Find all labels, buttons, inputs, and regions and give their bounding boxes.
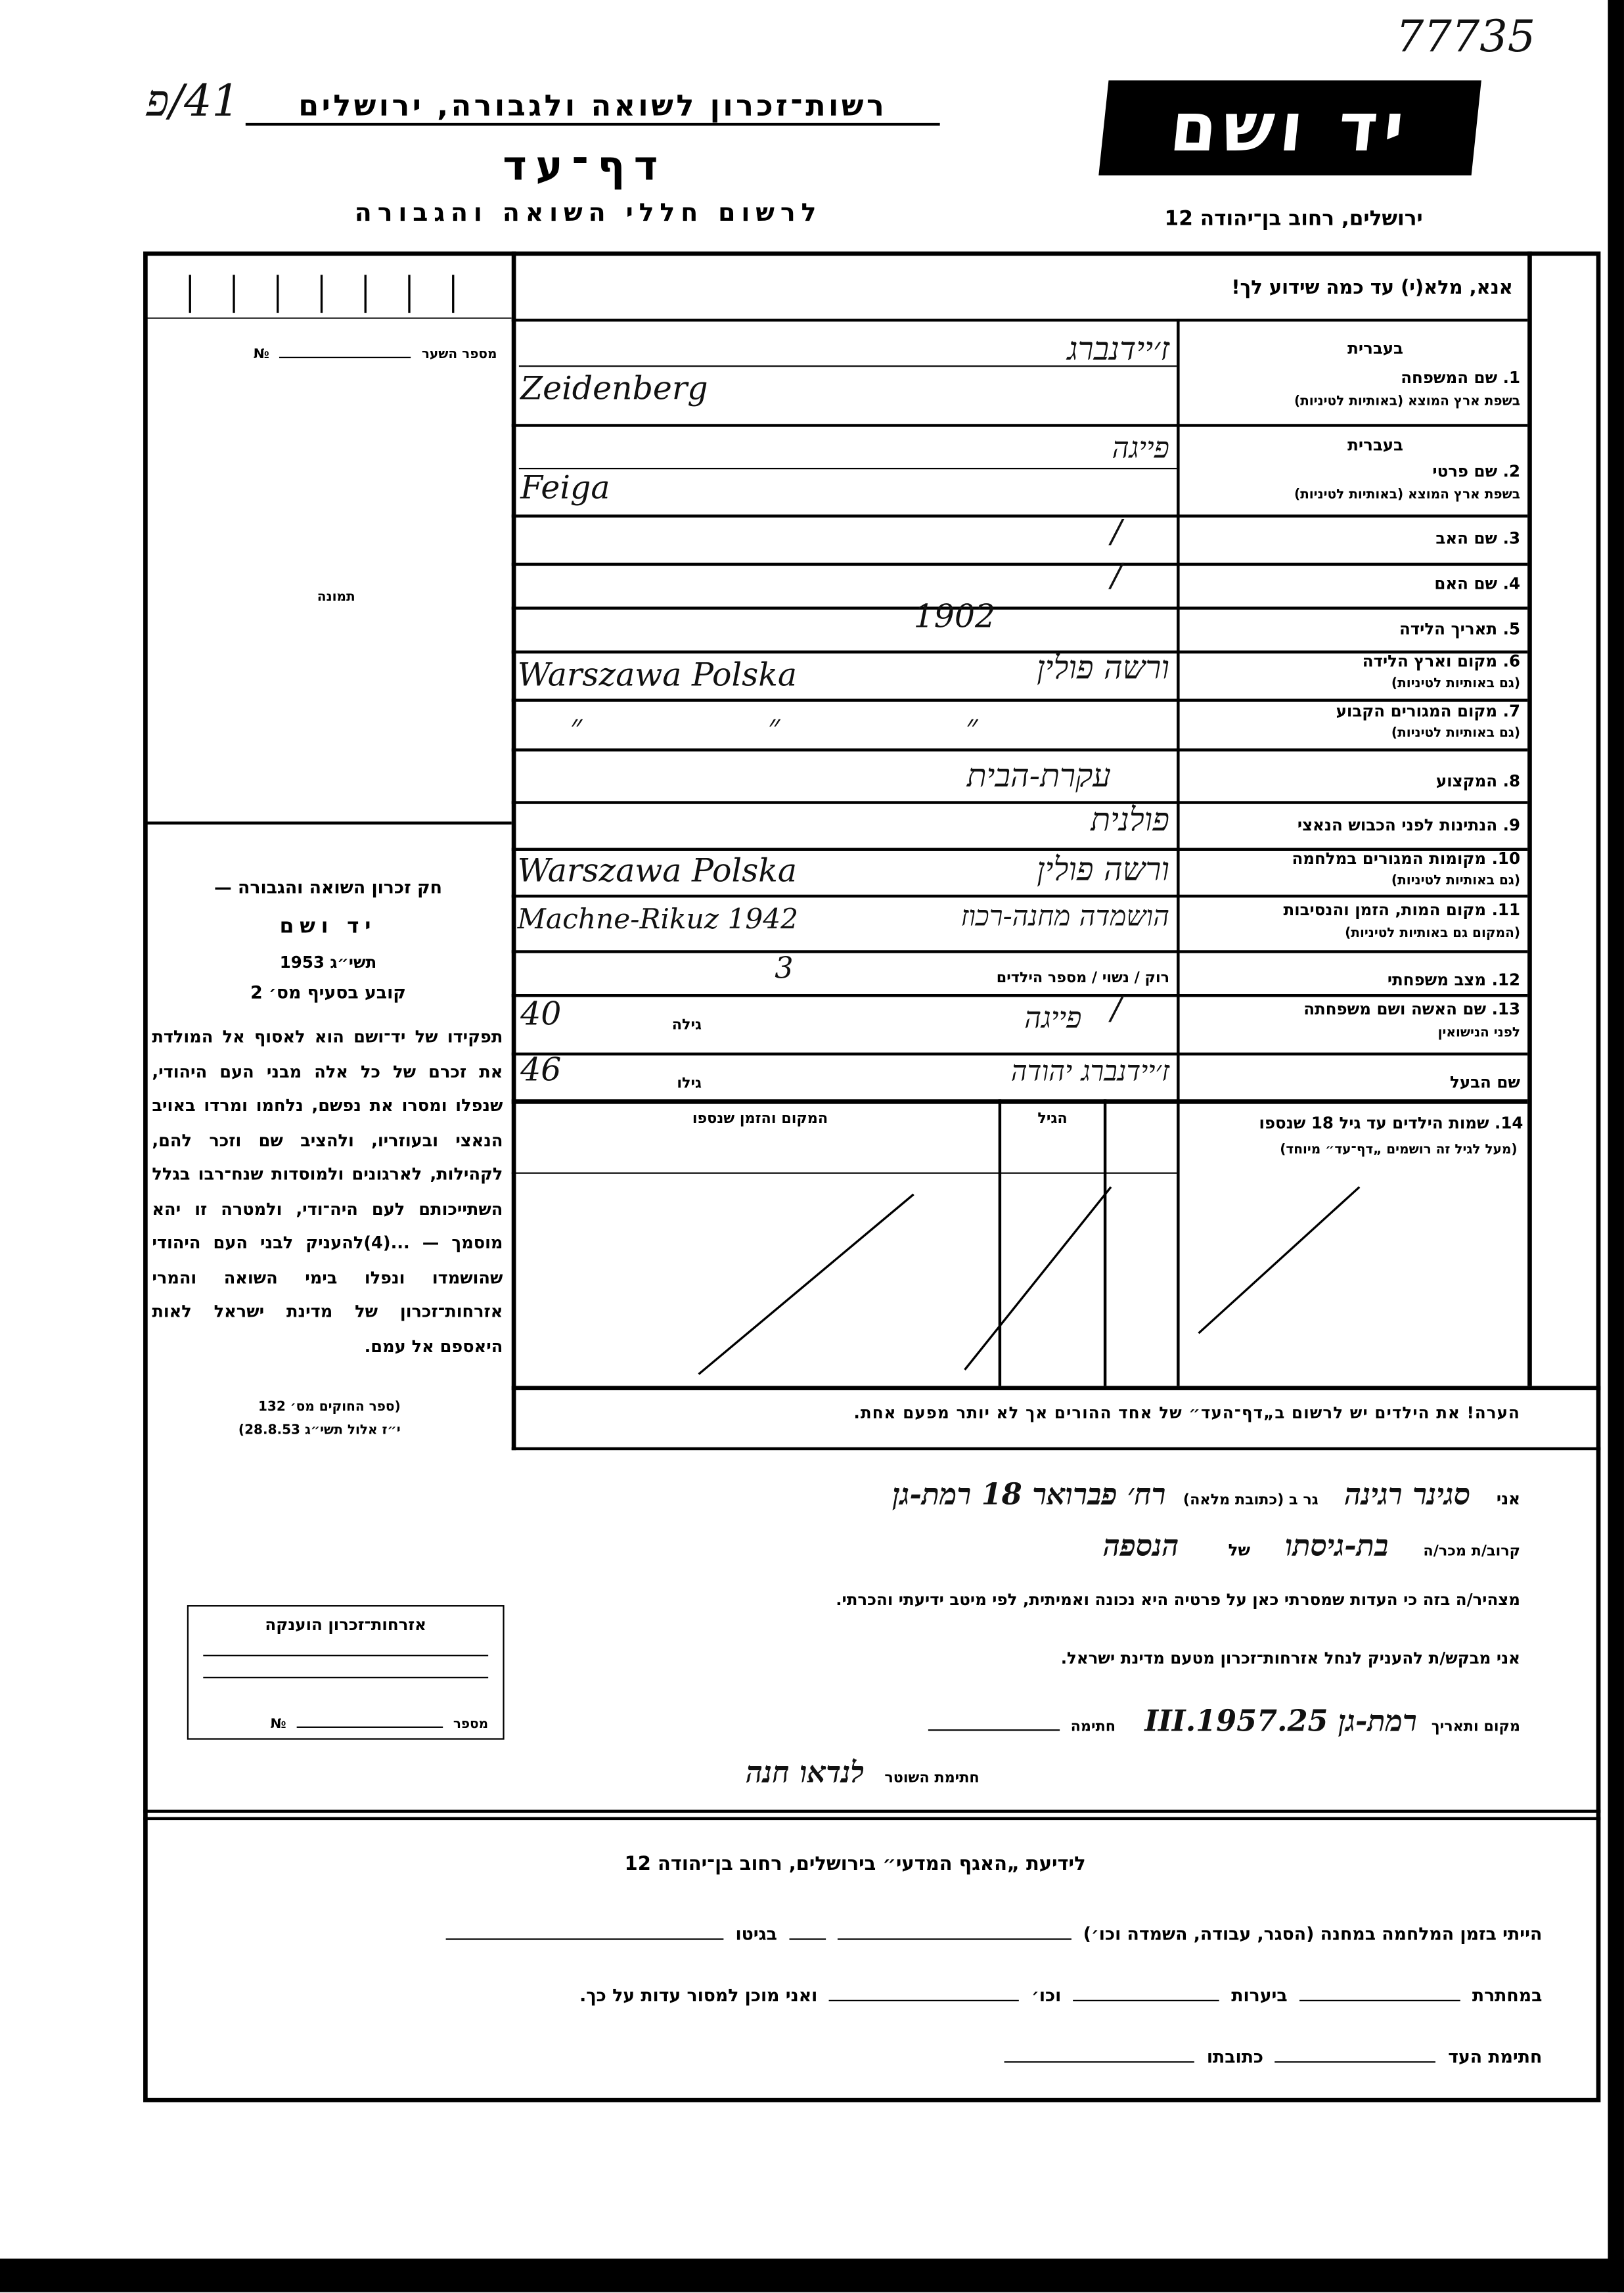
first-name-latin-value: Feiga bbox=[520, 470, 610, 508]
divider bbox=[512, 699, 1527, 701]
field-6-label: 6. מקום וארץ הלידה bbox=[1362, 652, 1520, 671]
divider bbox=[512, 1386, 1601, 1390]
divider bbox=[143, 1817, 1600, 1820]
law-clause: קובע בסעיף מס׳ 2 bbox=[250, 982, 406, 1003]
permanent-residence-value: ״ ״ ״ bbox=[570, 709, 1066, 746]
of-label: של bbox=[1228, 1541, 1251, 1560]
field-2-label: 2. שם פרטי bbox=[1432, 462, 1520, 482]
field-1-label: 1. שם המשפחה bbox=[1401, 368, 1520, 388]
declaration-line-2 bbox=[526, 1528, 1520, 1564]
nationality-value: פולנית bbox=[1091, 802, 1169, 840]
wife-name-value: פייגה bbox=[1024, 999, 1082, 1035]
law-text: תפקידו של יד־ושם הוא לאסוף אל המולדת את זכרם של כל אלה מבני העם היהודי, שנפלו ומסרו את נפשם, נלחמו ומרדו באויב הנאצי ובעוזריו, ולהציב שם וזכר להם, לקהילות, לארגונים ולמוסדות שנח־רבו בגלל השתייכותם לעם היה־ודי, ולמטרה זו יהא מוסמך — ...(4)להעניק לבני העם היהודי שהושמדו ונפלו בימי השואה והמרי אזרחות־זכרון של מדינת ישראל לאות היאספם אל עמם. bbox=[152, 1026, 503, 1356]
latin-hint: (גם באותיות לטיניות) bbox=[1391, 677, 1520, 692]
photo-label: תמונה bbox=[317, 590, 355, 606]
law-year: תשי״ג 1953 bbox=[279, 953, 377, 972]
gate-number-ticks bbox=[146, 254, 511, 319]
husband-age-label: גילו bbox=[677, 1076, 702, 1093]
mother-name-value: / bbox=[1110, 558, 1122, 595]
gate-number-label: מספר השער bbox=[421, 348, 497, 363]
stamp-box-number-label: מספר bbox=[453, 1717, 489, 1733]
scan-edge bbox=[1608, 0, 1624, 2292]
signature-label: חתימה bbox=[1070, 1719, 1116, 1736]
place-date-label: מקום ותאריך bbox=[1431, 1719, 1520, 1736]
field-4-label: 4. שם האם bbox=[1434, 574, 1520, 594]
scan-edge bbox=[0, 2259, 1624, 2292]
instruction: אנא, מלא(י) עד כמה שידוע לך! bbox=[1231, 277, 1513, 300]
witness-name: סגינר רגינה bbox=[1344, 1476, 1471, 1512]
witness-address: רח׳ פברואר 18 רמת-גן bbox=[892, 1476, 1166, 1512]
officer-signature-line bbox=[526, 1754, 980, 1791]
field-5-label: 5. תאריך הלידה bbox=[1399, 620, 1520, 639]
number-sign: № bbox=[253, 348, 269, 363]
ghetto-label: בגיטו bbox=[735, 1924, 777, 1945]
divider bbox=[512, 994, 1527, 996]
field-7-label: 7. מקום המגורים הקבוע bbox=[1336, 702, 1520, 721]
children-count-value: 3 bbox=[775, 950, 794, 986]
remark: הערה! את הילדים יש לרשום ב„דף־העד״ של אחד ההורים אך לא יותר מפעם אחת. bbox=[853, 1403, 1520, 1422]
divider bbox=[519, 468, 1177, 469]
father-name-value: / bbox=[1110, 514, 1122, 551]
declaration-line-1 bbox=[526, 1476, 1520, 1513]
law-source-2: י״ז אלול תשי״ג 28.8.53) bbox=[238, 1424, 401, 1439]
yad-vashem-logo bbox=[1098, 80, 1481, 175]
wife-age-label: גילה bbox=[671, 1017, 702, 1034]
hebrew-label: בעברית bbox=[1347, 436, 1403, 455]
latin-hint: (גם באותיות לטיניות) bbox=[1391, 874, 1520, 889]
divider bbox=[512, 950, 1527, 952]
address-label: גר ב (כתובת מלאה) bbox=[1183, 1492, 1319, 1509]
field-13-label: 13. שם האשה ושם משפחתה bbox=[1303, 999, 1520, 1019]
stamp-box-title: אזרחות־זכרון הוענקה bbox=[265, 1615, 427, 1635]
divider bbox=[512, 563, 1527, 565]
camp-label: הייתי בזמן המלחמה במחנה (הסגר, עבודה, השמדה וכו׳) bbox=[1083, 1924, 1543, 1945]
i-label: אני bbox=[1496, 1489, 1520, 1509]
relation-value: בת-גיסתו bbox=[1285, 1528, 1389, 1563]
children-strike-lines bbox=[512, 1099, 1535, 1386]
gate-number-field[interactable] bbox=[161, 342, 497, 363]
latin-hint: בשפת ארץ המוצא (באותיות לטיניות) bbox=[1294, 394, 1520, 409]
occupation-value: עקרת-הבית bbox=[966, 758, 1111, 796]
file-reference: 41/פ bbox=[146, 76, 240, 127]
field-11-label: 11. מקום המות, הזמן והנסיבות bbox=[1283, 900, 1520, 920]
death-place-latin-value: Machne-Rikuz 1942 bbox=[517, 903, 799, 936]
law-source-1: (ספר החוקים מס׳ 132 bbox=[258, 1400, 401, 1415]
law-name: יד ושם bbox=[279, 915, 377, 939]
wartime-residence-hebrew-value: ורשה פולין bbox=[1037, 852, 1169, 889]
divider bbox=[512, 424, 1527, 426]
divider bbox=[512, 606, 1527, 608]
field-8-label: 8. המקצוע bbox=[1435, 771, 1520, 791]
field-3-label: 3. שם האב bbox=[1435, 529, 1520, 549]
declaration-request: אני מבקש/ת להעניק לנחל אזרחות־זכרון מטעם מדינת ישראל. bbox=[1060, 1648, 1520, 1668]
latin-hint: בשפת ארץ המוצא (באותיות לטיניות) bbox=[1294, 488, 1520, 503]
divider bbox=[512, 748, 1527, 750]
place-date-value: רמת-גן 25.III.1957 bbox=[1144, 1703, 1417, 1738]
stamp-box-number bbox=[203, 1717, 488, 1732]
archive-number: 77735 bbox=[1395, 11, 1536, 63]
logo-text: יד ושם bbox=[1166, 87, 1414, 167]
surname-hebrew-value: ז׳יידנברג bbox=[1067, 332, 1169, 369]
form-subtitle: לרשום חללי השואה והגבורה bbox=[354, 198, 823, 229]
children-age-header: הגיל bbox=[1037, 1110, 1068, 1127]
institution-name: רשות־זכרון לשואה ולגבורה, ירושלים bbox=[246, 88, 940, 126]
field-11-hint: (המקום גם באותיות לטיניות) bbox=[1345, 926, 1520, 942]
marital-status-printed: רוק / נשוי / מספר הילדים bbox=[996, 970, 1169, 987]
victim-relation-value: הנספה bbox=[1103, 1528, 1179, 1563]
officer-signature: לנדאו חנה bbox=[746, 1754, 865, 1790]
bottom-title: לידיעת „האגף המדעי״ בירושלים, רחוב בן־יהודה 12 bbox=[624, 1853, 1086, 1876]
field-12-label: 12. מצב משפחתי bbox=[1387, 970, 1520, 990]
memorial-citizenship-box bbox=[187, 1605, 505, 1740]
field-14-hint: (מעל לגיל זה רושמים „דף־עד״ מיוחד) bbox=[1280, 1143, 1518, 1158]
wartime-residence-latin-value: Warszawa Polska bbox=[517, 853, 798, 891]
etc-label: וכו׳ bbox=[1031, 1985, 1062, 2006]
death-place-hebrew-value: הושמדה מחנה-רכוז bbox=[960, 900, 1169, 933]
birth-date-value: 1902 bbox=[913, 599, 996, 636]
law-title: חק זכרון השואה והגבורה — bbox=[214, 877, 442, 898]
address: ירושלים, רחוב בן־יהודה 12 bbox=[1164, 207, 1423, 231]
field-13-label-2: לפני הנישואין bbox=[1437, 1026, 1520, 1041]
witness-signature-label: חתימת העד bbox=[1448, 2046, 1543, 2068]
bottom-line-3 bbox=[154, 2047, 1543, 2067]
field-10-label: 10. מקומות המגורים במלחמה bbox=[1292, 849, 1520, 869]
surname-latin-value: Zeidenberg bbox=[520, 371, 708, 408]
birthplace-hebrew-value: ורשה פולין bbox=[1037, 650, 1169, 687]
officer-signature-label: חתימת השוטר bbox=[884, 1770, 980, 1786]
field-9-label: 9. הנתינות לפני הכבוש הנאצי bbox=[1297, 815, 1520, 835]
bottom-line-1 bbox=[154, 1924, 1543, 1944]
husband-name-value: ז׳יידנברג יהודה bbox=[1010, 1055, 1169, 1088]
first-name-hebrew-value: פייגה bbox=[1112, 430, 1169, 465]
relation-label: קרוב/ת מכר/ה bbox=[1423, 1543, 1520, 1560]
declaration-statement: מצהיר/ה בזה כי העדות שמסרתי כאן על פרטיה היא נכונה ואמיתית, לפי מיטב ידיעתי והכרתי. bbox=[836, 1590, 1520, 1610]
underground-label: במחתרת bbox=[1472, 1985, 1543, 2006]
field-14-label: 14. שמות הילדים עד גיל 18 שנספו bbox=[1259, 1114, 1523, 1133]
form-title: דף־עד bbox=[503, 141, 667, 191]
witness-address-label: כתובתו bbox=[1206, 2046, 1264, 2068]
divider bbox=[512, 1053, 1527, 1055]
place-date-line bbox=[702, 1703, 1520, 1740]
hebrew-label: בעברית bbox=[1347, 339, 1403, 359]
number-sign: № bbox=[270, 1717, 286, 1733]
divider bbox=[512, 1447, 1601, 1449]
husband-label: שם הבעל bbox=[1450, 1073, 1520, 1093]
birthplace-latin-value: Warszawa Polska bbox=[517, 658, 798, 694]
forests-label: ביערות bbox=[1231, 1985, 1288, 2006]
divider bbox=[512, 514, 1527, 516]
divider bbox=[146, 821, 511, 823]
bottom-line-2 bbox=[154, 1986, 1543, 2006]
testimony-ready-label: ואני מוכן למסור עדות על כך. bbox=[579, 1985, 818, 2006]
wife-age-value: 40 bbox=[520, 997, 562, 1034]
divider bbox=[512, 319, 1527, 321]
wife-name-slash: / bbox=[1110, 991, 1122, 1028]
latin-hint: (גם באותיות לטיניות) bbox=[1391, 726, 1520, 742]
divider bbox=[512, 895, 1527, 897]
divider bbox=[143, 1810, 1600, 1813]
husband-age-value: 46 bbox=[520, 1052, 562, 1089]
children-place-header: המקום והזמן שנספו bbox=[692, 1110, 828, 1127]
